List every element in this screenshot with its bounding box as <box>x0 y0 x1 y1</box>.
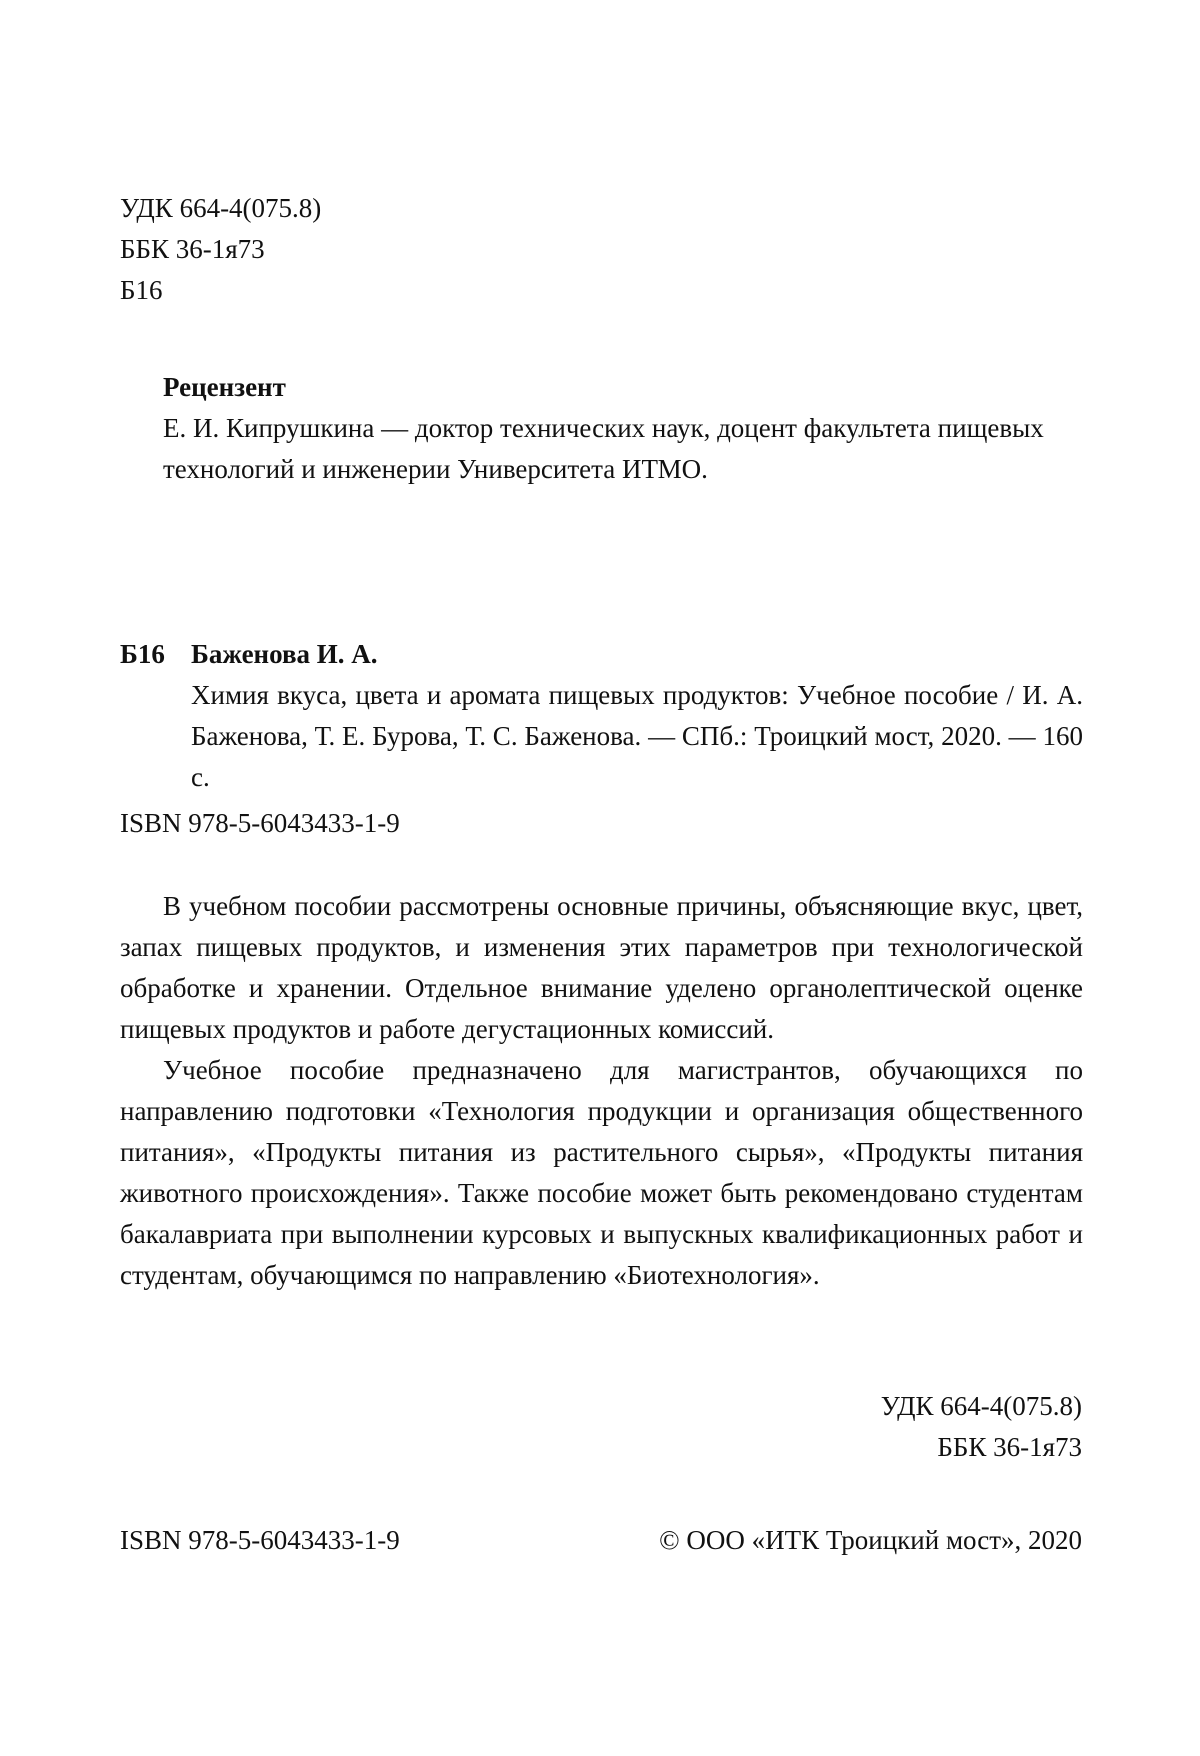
catalog-description: Химия вкуса, цвета и аромата пищевых продуктов: Учебное пособие / И. А. Баженова, Т. Е. Бурова, Т. С. Баженова. — СПб.: Троицкий мост, 2020. — 160 с. <box>191 675 1083 798</box>
copyright-notice: © ООО «ИТК Троицкий мост», 2020 <box>659 1520 1082 1561</box>
abstract-paragraph-1: В учебном пособии рассмотрены основные причины, объясняющие вкус, цвет, запах пищевых продуктов, и изменения этих параметров при технологической обработке и хранении. Отдельное внимание уделено органолептической оценке пищевых продуктов и работе дегустационных комиссий. <box>120 886 1083 1050</box>
catalog-code: Б16 <box>120 634 191 675</box>
copyright-page <box>0 0 1200 1756</box>
abstract <box>120 886 1083 1296</box>
catalog-header <box>120 634 1083 675</box>
bbk-code: ББК 36-1я73 <box>120 229 720 270</box>
reviewer-section <box>163 367 1083 490</box>
footer-udk: УДК 664-4(075.8) <box>881 1386 1082 1427</box>
footer-bbk: ББК 36-1я73 <box>881 1427 1082 1468</box>
author-mark: Б16 <box>120 270 720 311</box>
catalog-record <box>120 634 1083 798</box>
abstract-paragraph-2: Учебное пособие предназначено для магистрантов, обучающихся по направлению подготовки «Технология продукции и организация общественного питания», «Продукты питания из растительного сырья», «Продукты питания животного происхождения». Также пособие может быть рекомендовано студентам бакалавриата при выполнении курсовых и выпускных квалификационных работ и студентам, обучающимся по направлению «Биотехнология». <box>120 1050 1083 1296</box>
isbn: ISBN 978-5-6043433-1-9 <box>120 803 400 844</box>
reviewer-text: Е. И. Кипрушкина — доктор технических наук, доцент факультета пищевых технологий и инженерии Университета ИТМО. <box>163 408 1083 490</box>
classification-codes <box>120 188 720 311</box>
udk-code: УДК 664-4(075.8) <box>120 188 720 229</box>
footer-isbn: ISBN 978-5-6043433-1-9 <box>120 1520 400 1561</box>
reviewer-heading: Рецензент <box>163 367 1083 408</box>
footer-classification <box>881 1386 1082 1468</box>
catalog-author: Баженова И. А. <box>191 634 378 675</box>
